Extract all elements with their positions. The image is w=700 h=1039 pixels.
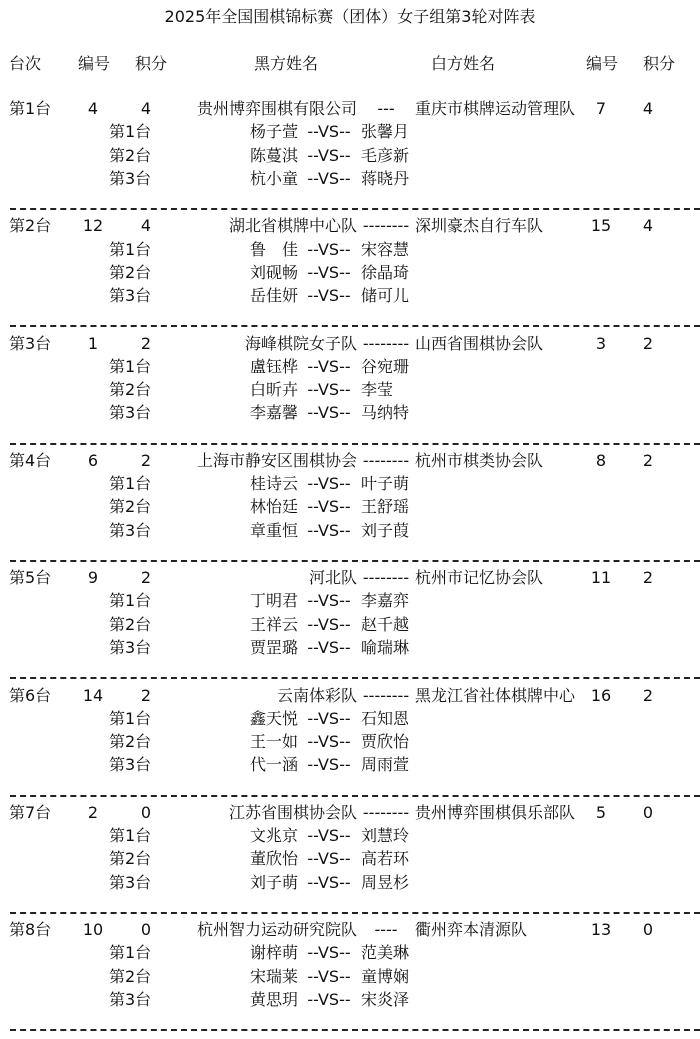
game-seat: 第1台 — [109, 826, 152, 846]
black-team-number: 1 — [87, 333, 99, 353]
vs-separator: --VS-- — [307, 239, 351, 259]
vs-separator: --VS-- — [307, 380, 351, 400]
white-team-number: 16 — [590, 685, 612, 705]
white-player: 周昱杉 — [361, 872, 410, 892]
black-team-score: 0 — [140, 802, 152, 822]
white-team-number: 7 — [595, 99, 607, 118]
game-seat: 第2台 — [109, 380, 152, 400]
white-player: 谷宛珊 — [361, 356, 410, 376]
game-seat: 第1台 — [109, 356, 152, 376]
white-team-number: 13 — [590, 920, 612, 940]
game-seat: 第1台 — [109, 708, 152, 728]
black-team-name: 云南体彩队 — [276, 685, 357, 705]
white-team-number: 5 — [595, 802, 607, 822]
vs-separator: --VS-- — [307, 520, 351, 540]
header-num-black: 编号 — [78, 54, 111, 73]
black-team-name: 贵州博弈围棋有限公司 — [196, 99, 357, 118]
white-player: 石知恩 — [361, 708, 410, 728]
board-label: 第3台 — [9, 333, 52, 353]
black-player: 丁明君 — [249, 591, 298, 611]
white-team-score: 2 — [642, 685, 654, 705]
vs-separator: --VS-- — [307, 708, 351, 728]
dashed-divider — [10, 1029, 700, 1031]
white-player: 范美琳 — [361, 943, 410, 963]
white-player: 高若环 — [361, 849, 410, 869]
header-score-white: 积分 — [643, 54, 676, 73]
black-player: 鑫天悦 — [249, 708, 298, 728]
white-team-score: 0 — [642, 920, 654, 940]
vs-separator: --VS-- — [307, 943, 351, 963]
board-label: 第4台 — [9, 450, 52, 470]
board-block — [0, 922, 700, 1039]
team-separator: -------- — [362, 568, 410, 588]
black-team-number: 14 — [82, 685, 104, 705]
white-team-number: 15 — [590, 216, 612, 236]
game-seat: 第2台 — [109, 262, 152, 282]
board-label: 第7台 — [9, 802, 52, 822]
vs-separator: --VS-- — [307, 262, 351, 282]
vs-separator: --VS-- — [307, 145, 351, 165]
game-seat: 第2台 — [109, 849, 152, 869]
white-team-name: 衢州弈本清源队 — [415, 920, 528, 940]
black-player: 刘砚畅 — [249, 262, 298, 282]
white-team-number: 3 — [595, 333, 607, 353]
black-player: 黄思玥 — [249, 989, 298, 1009]
vs-separator: --VS-- — [307, 966, 351, 986]
vs-separator: --VS-- — [307, 638, 351, 658]
white-player: 王舒瑶 — [361, 497, 410, 517]
vs-separator: --VS-- — [307, 872, 351, 892]
white-player: 刘慧玲 — [361, 826, 410, 846]
black-player: 贾罡璐 — [249, 638, 298, 658]
team-separator: -------- — [362, 216, 410, 236]
board-block — [0, 685, 700, 805]
header-board: 台次 — [9, 54, 42, 73]
game-seat: 第3台 — [109, 755, 152, 775]
game-seat: 第3台 — [109, 168, 152, 188]
white-team-name: 贵州博弈围棋俱乐部队 — [415, 802, 576, 822]
dashed-divider — [10, 677, 700, 679]
header-black-name: 黑方姓名 — [254, 54, 319, 73]
black-player: 王祥云 — [249, 614, 298, 634]
dashed-divider — [10, 912, 700, 914]
black-team-name: 河北队 — [308, 568, 357, 588]
black-team-score: 2 — [140, 568, 152, 588]
white-team-score: 4 — [642, 216, 654, 236]
header-white-name: 白方姓名 — [431, 54, 496, 73]
game-seat: 第1台 — [109, 591, 152, 611]
white-player: 李莹 — [361, 380, 394, 400]
vs-separator: --VS-- — [307, 286, 351, 306]
vs-separator: --VS-- — [307, 849, 351, 869]
game-seat: 第1台 — [109, 122, 152, 142]
white-player: 宋容慧 — [361, 239, 410, 259]
white-team-score: 2 — [642, 333, 654, 353]
board-label: 第2台 — [9, 216, 52, 236]
game-seat: 第1台 — [109, 474, 152, 494]
white-team-name: 杭州市棋类协会队 — [415, 450, 544, 470]
black-player: 谢梓萌 — [249, 943, 298, 963]
dashed-divider — [10, 795, 700, 797]
board-label: 第5台 — [9, 568, 52, 588]
black-team-name: 上海市静安区围棋协会 — [196, 450, 357, 470]
board-block — [0, 218, 700, 335]
dashed-divider — [10, 443, 700, 445]
page-title: 2025年全国围棋锦标赛（团体）女子组第3轮对阵表 — [164, 7, 536, 26]
game-seat: 第3台 — [109, 872, 152, 892]
game-seat: 第2台 — [109, 732, 152, 752]
black-team-score: 2 — [140, 333, 152, 353]
white-player: 徐晶琦 — [361, 262, 410, 282]
black-team-number: 4 — [87, 99, 99, 118]
board-block — [0, 101, 700, 218]
black-player: 林怡廷 — [249, 497, 298, 517]
black-team-number: 9 — [87, 568, 99, 588]
team-separator: -------- — [362, 802, 410, 822]
black-player: 白昕卉 — [249, 380, 298, 400]
header-score-black: 积分 — [135, 54, 168, 73]
game-seat: 第1台 — [109, 239, 152, 259]
team-separator: -------- — [362, 450, 410, 470]
white-team-number: 8 — [595, 450, 607, 470]
vs-separator: --VS-- — [307, 614, 351, 634]
black-player: 刘子萌 — [249, 872, 298, 892]
white-player: 李嘉弈 — [361, 591, 410, 611]
black-player: 代一涵 — [249, 755, 298, 775]
black-player: 章重恒 — [249, 520, 298, 540]
black-player: 文兆京 — [249, 826, 298, 846]
black-player: 陈蔓淇 — [249, 145, 298, 165]
game-seat: 第2台 — [109, 145, 152, 165]
game-seat: 第3台 — [109, 520, 152, 540]
game-seat: 第2台 — [109, 966, 152, 986]
vs-separator: --VS-- — [307, 122, 351, 142]
black-team-score: 0 — [140, 920, 152, 940]
vs-separator: --VS-- — [307, 591, 351, 611]
white-player: 贾欣怡 — [361, 732, 410, 752]
white-team-name: 黑龙江省社体棋牌中心 — [415, 685, 576, 705]
black-team-name: 杭州智力运动研究院队 — [196, 920, 357, 940]
vs-separator: --VS-- — [307, 168, 351, 188]
vs-separator: --VS-- — [307, 755, 351, 775]
black-player: 宋瑞莱 — [249, 966, 298, 986]
board-label: 第1台 — [9, 99, 52, 118]
white-team-score: 0 — [642, 802, 654, 822]
white-team-name: 山西省围棋协会队 — [415, 333, 544, 353]
header-num-white: 编号 — [586, 54, 619, 73]
team-separator: --- — [377, 99, 395, 118]
black-team-score: 4 — [140, 99, 152, 118]
white-team-score: 2 — [642, 450, 654, 470]
white-player: 赵千越 — [361, 614, 410, 634]
game-seat: 第2台 — [109, 614, 152, 634]
board-block — [0, 802, 700, 922]
dashed-divider — [10, 560, 700, 562]
black-team-score: 2 — [140, 685, 152, 705]
team-separator: -------- — [362, 685, 410, 705]
white-player: 喻瑞琳 — [361, 638, 410, 658]
black-player: 鲁 佳 — [249, 239, 298, 259]
vs-separator: --VS-- — [307, 356, 351, 376]
vs-separator: --VS-- — [307, 403, 351, 423]
white-player: 童博娴 — [361, 966, 410, 986]
black-player: 董欣怡 — [249, 849, 298, 869]
white-team-number: 11 — [590, 568, 612, 588]
white-player: 毛彦新 — [361, 145, 410, 165]
black-team-name: 江苏省围棋协会队 — [228, 802, 357, 822]
vs-separator: --VS-- — [307, 826, 351, 846]
white-player: 张馨月 — [361, 122, 410, 142]
game-seat: 第2台 — [109, 497, 152, 517]
board-label: 第8台 — [9, 920, 52, 940]
black-player: 杨子萱 — [249, 122, 298, 142]
black-player: 盧钰桦 — [249, 356, 298, 376]
team-separator: ---- — [374, 920, 398, 940]
white-player: 宋炎泽 — [361, 989, 410, 1009]
black-team-name: 湖北省棋牌中心队 — [228, 216, 357, 236]
white-player: 马纳特 — [361, 403, 410, 423]
white-player: 蒋晓丹 — [361, 168, 410, 188]
game-seat: 第3台 — [109, 403, 152, 423]
white-team-name: 深圳豪杰自行车队 — [415, 216, 544, 236]
board-block — [0, 450, 700, 570]
team-separator: -------- — [362, 333, 410, 353]
white-player: 叶子萌 — [361, 474, 410, 494]
black-team-name: 海峰棋院女子队 — [244, 333, 357, 353]
white-player: 储可儿 — [361, 286, 410, 306]
game-seat: 第3台 — [109, 286, 152, 306]
black-team-score: 2 — [140, 450, 152, 470]
black-team-number: 2 — [87, 802, 99, 822]
black-team-number: 10 — [82, 920, 104, 940]
vs-separator: --VS-- — [307, 497, 351, 517]
game-seat: 第3台 — [109, 989, 152, 1009]
board-label: 第6台 — [9, 685, 52, 705]
game-seat: 第3台 — [109, 638, 152, 658]
black-team-score: 4 — [140, 216, 152, 236]
black-player: 王一如 — [249, 732, 298, 752]
vs-separator: --VS-- — [307, 474, 351, 494]
black-player: 岳佳妍 — [249, 286, 298, 306]
board-block — [0, 333, 700, 453]
board-block — [0, 570, 700, 687]
white-team-score: 2 — [642, 568, 654, 588]
vs-separator: --VS-- — [307, 989, 351, 1009]
black-player: 李嘉馨 — [249, 403, 298, 423]
white-player: 周雨萱 — [361, 755, 410, 775]
white-player: 刘子葭 — [361, 520, 410, 540]
dashed-divider — [10, 325, 700, 327]
black-player: 桂诗云 — [249, 474, 298, 494]
white-team-name: 重庆市棋牌运动管理队 — [415, 99, 576, 118]
black-team-number: 6 — [87, 450, 99, 470]
white-team-name: 杭州市记忆协会队 — [415, 568, 544, 588]
game-seat: 第1台 — [109, 943, 152, 963]
dashed-divider — [10, 208, 700, 210]
black-team-number: 12 — [82, 216, 104, 236]
white-team-score: 4 — [642, 99, 654, 118]
vs-separator: --VS-- — [307, 732, 351, 752]
black-player: 杭小童 — [249, 168, 298, 188]
